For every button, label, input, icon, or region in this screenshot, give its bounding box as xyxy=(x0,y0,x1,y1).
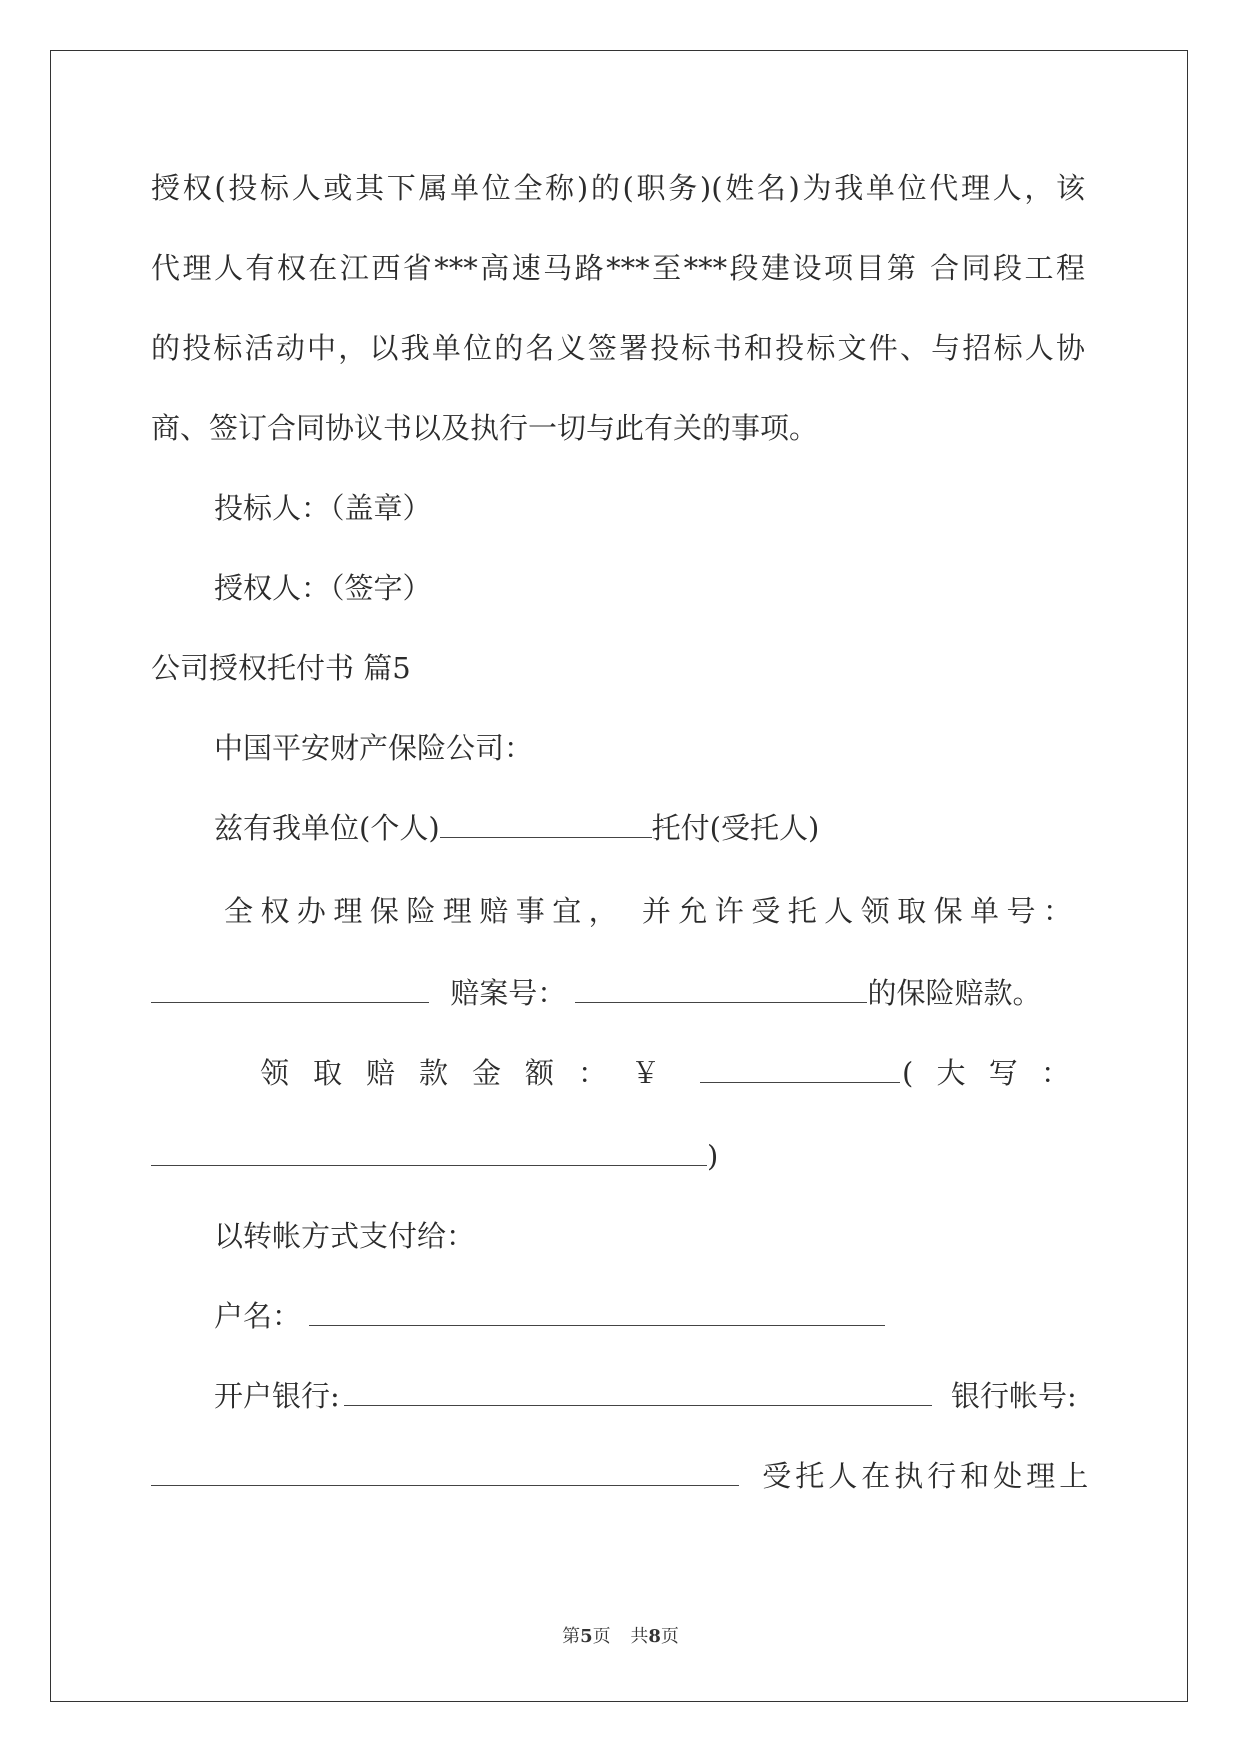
amount-line xyxy=(260,1055,684,1091)
paragraph-line-1: 授权(投标人或其下属单位全称)的(职务)(姓名)为我单位代理人，该 xyxy=(151,171,1085,205)
footer-total-suffix: 页 xyxy=(660,1626,679,1647)
bank-line xyxy=(214,1378,1077,1414)
trustee-tail: 受托人在执行和处理上 xyxy=(762,1459,1093,1493)
amount-upper-label: (大写： xyxy=(902,1056,1070,1090)
account-name-label: 户名： xyxy=(214,1299,302,1333)
account-number-blank[interactable] xyxy=(151,1459,739,1486)
footer-current-page: 5 xyxy=(580,1626,593,1647)
authorizer-line: 授权人：（签字） xyxy=(214,571,432,605)
claim-number-label: 赔案号： xyxy=(450,976,567,1010)
amount-upper-blank[interactable] xyxy=(151,1139,707,1166)
claim-number-blank[interactable] xyxy=(575,976,867,1003)
bidder-line: 投标人：（盖章） xyxy=(214,491,432,525)
paragraph-line-3: 的投标活动中，以我单位的名义签署投标书和投标文件、与招标人协 xyxy=(151,331,1085,365)
footer-page-suffix: 页 xyxy=(592,1626,611,1647)
paragraph-line-4: 商、签订合同协议书以及执行一切与此有关的事项。 xyxy=(151,411,819,445)
entrusting-party-blank[interactable] xyxy=(440,811,652,838)
scope-line: 全权办理保险理赔事宜， 并允许受托人领取保单号： xyxy=(224,894,1072,928)
paragraph-line-2: 代理人有权在江西省***高速马路***至***段建设项目第 合同段工程 xyxy=(151,251,1085,285)
bank-label: 开户银行: xyxy=(214,1379,340,1413)
footer-total-prefix: 共 xyxy=(630,1626,649,1647)
entrust-suffix: 托付(受托人) xyxy=(651,811,820,845)
footer-page-prefix: 第 xyxy=(562,1626,581,1647)
page-footer xyxy=(0,1622,1241,1648)
entrust-prefix: 兹有我单位(个人) xyxy=(214,811,440,845)
payment-method: 以转帐方式支付给： xyxy=(214,1219,476,1253)
page-border xyxy=(50,50,1188,1702)
account-number-label: 银行帐号: xyxy=(951,1379,1077,1413)
amount-close: ) xyxy=(707,1139,719,1173)
amount-blank[interactable] xyxy=(700,1056,900,1083)
claim-suffix: 的保险赔款。 xyxy=(867,976,1042,1010)
addressee: 中国平安财产保险公司： xyxy=(214,731,534,765)
policy-number-blank[interactable] xyxy=(151,976,429,1003)
footer-total-pages: 8 xyxy=(648,1626,661,1647)
amount-blank-row xyxy=(700,1055,900,1091)
bank-blank[interactable] xyxy=(344,1379,932,1406)
trustee-line xyxy=(151,1458,1092,1494)
claim-line xyxy=(151,975,1041,1011)
amount-upper-row xyxy=(151,1138,718,1174)
account-name-blank[interactable] xyxy=(309,1299,885,1326)
entrust-line xyxy=(214,810,819,846)
account-name-line xyxy=(214,1298,885,1334)
section-title: 公司授权托付书 篇5 xyxy=(151,651,411,685)
amount-label: 领取赔款金额：￥ xyxy=(260,1056,685,1090)
